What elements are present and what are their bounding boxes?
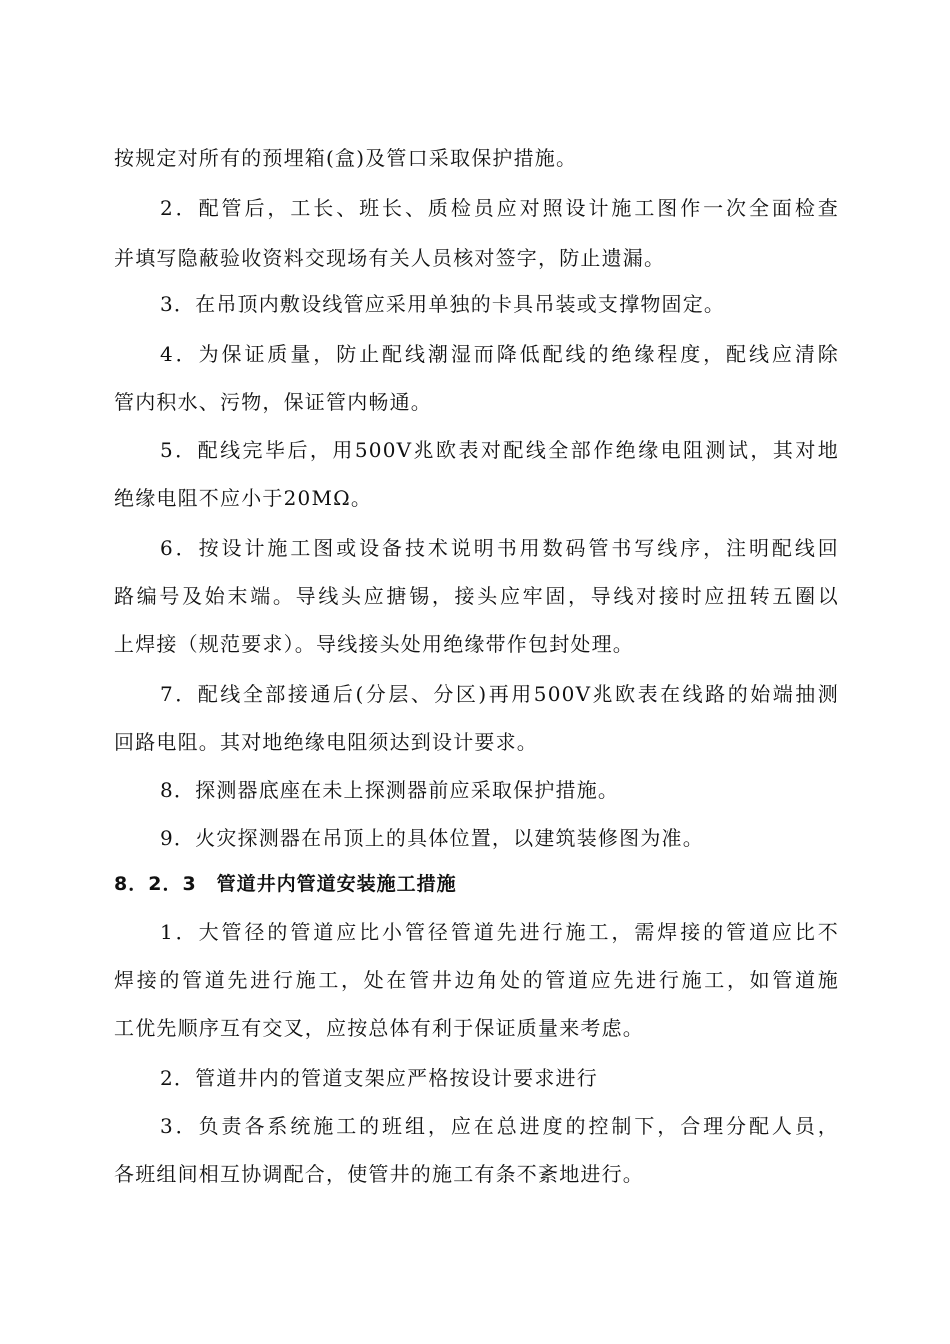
text-line: 工优先顺序互有交叉，应按总体有利于保证质量来考虑。 [114,1016,644,1040]
list-item-1: 1．大管径的管道应比小管径管道先进行施工，需焊接的管道应比不 [160,920,839,944]
text-line: 回路电阻。其对地绝缘电阻须达到设计要求。 [114,730,538,754]
list-item-4: 4．为保证质量，防止配线潮湿而降低配线的绝缘程度，配线应清除 [160,342,839,366]
text-line: 管内积水、污物，保证管内畅通。 [114,390,432,414]
text-line: 路编号及始末端。导线头应搪锡，接头应牢固，导线对接时应扭转五圈以 [114,584,839,608]
text-line: 焊接的管道先进行施工，处在管井边角处的管道应先进行施工，如管道施 [114,968,839,992]
section-heading: 8．2．3 管道井内管道安装施工措施 [114,873,457,895]
list-item-7: 7．配线全部接通后(分层、分区)再用500V兆欧表在线路的始端抽测 [160,682,839,706]
list-item-9: 9．火灾探测器在吊顶上的具体位置，以建筑装修图为准。 [160,826,704,850]
list-item-2: 2．管道井内的管道支架应严格按设计要求进行 [160,1066,598,1090]
text-line: 绝缘电阻不应小于20MΩ。 [114,486,373,510]
list-item-3: 3．负责各系统施工的班组，应在总进度的控制下，合理分配人员， [160,1114,839,1138]
list-item-8: 8．探测器底座在未上探测器前应采取保护措施。 [160,778,620,802]
list-item-3: 3．在吊顶内敷设线管应采用单独的卡具吊装或支撑物固定。 [160,292,726,316]
text-line: 按规定对所有的预埋箱(盒)及管口采取保护措施。 [114,146,578,170]
text-line: 各班组间相互协调配合，使管井的施工有条不紊地进行。 [114,1162,644,1186]
text-line: 并填写隐蔽验收资料交现场有关人员核对签字，防止遗漏。 [114,246,666,270]
text-line: 上焊接（规范要求）。导线接头处用绝缘带作包封处理。 [114,632,634,656]
list-item-2: 2．配管后，工长、班长、质检员应对照设计施工图作一次全面检查 [160,196,839,220]
list-item-6: 6．按设计施工图或设备技术说明书用数码管书写线序，注明配线回 [160,536,839,560]
list-item-5: 5．配线完毕后，用500V兆欧表对配线全部作绝缘电阻测试，其对地 [160,438,839,462]
